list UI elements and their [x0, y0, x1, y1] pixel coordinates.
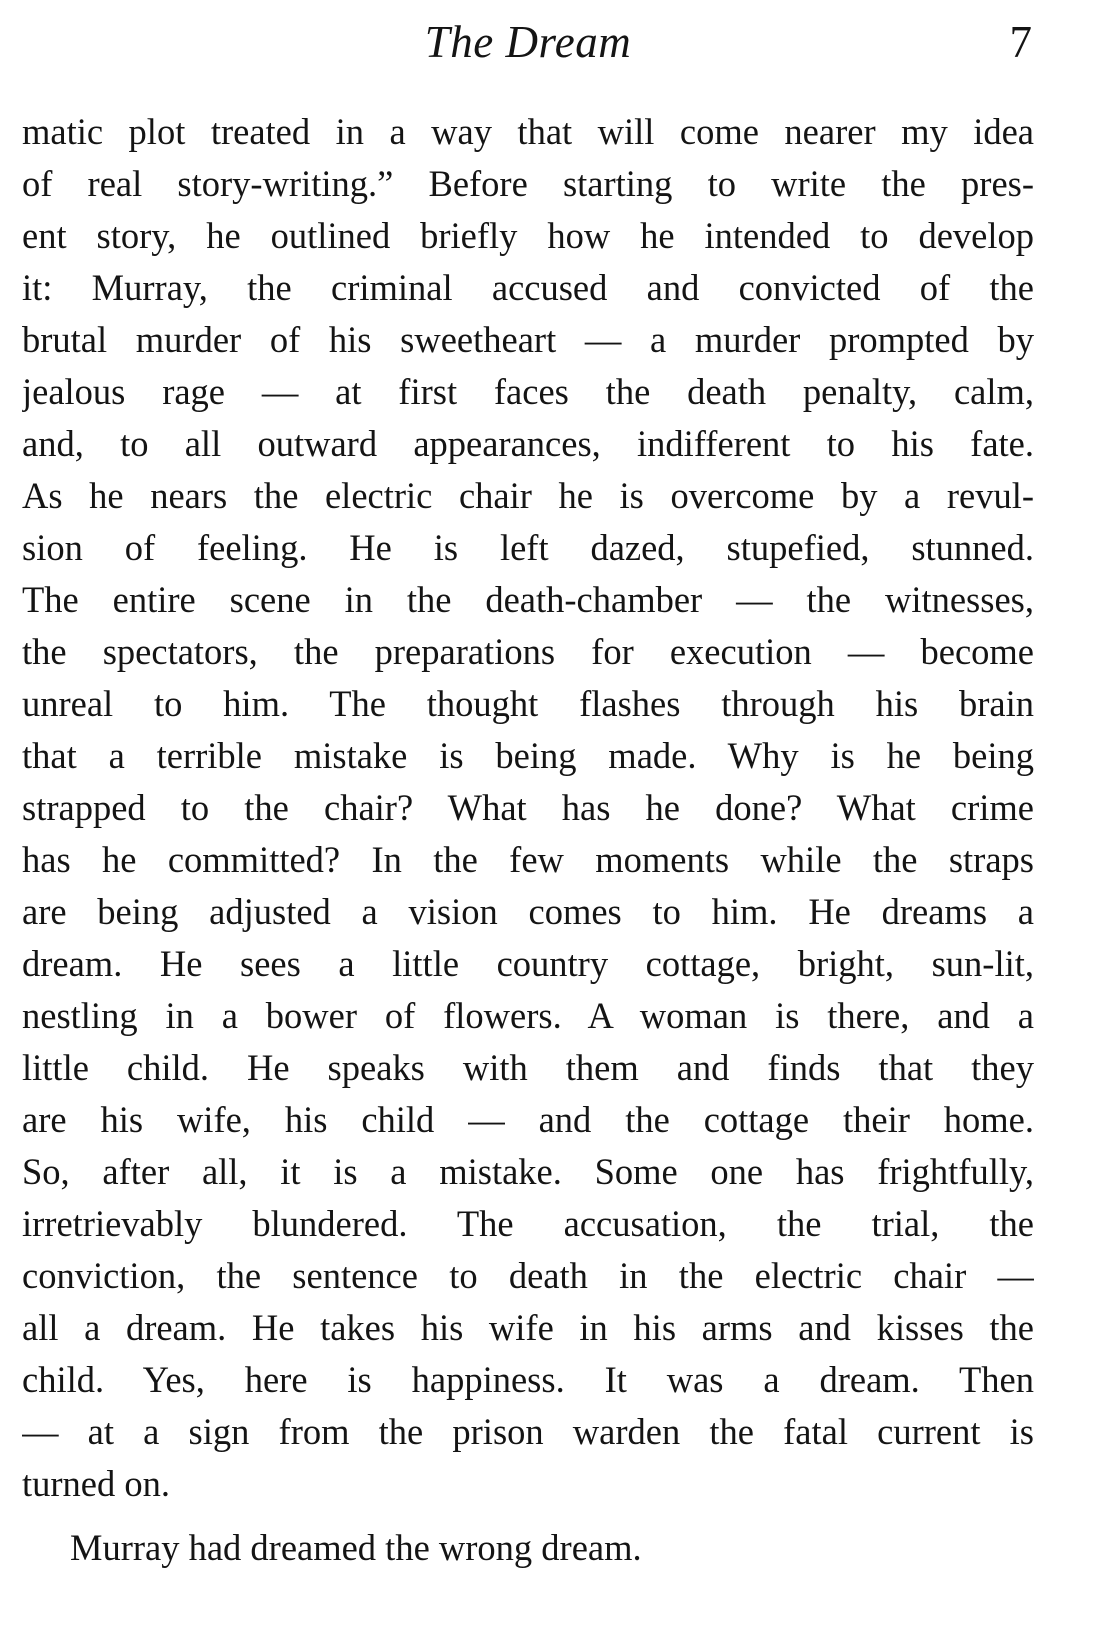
text-line: As he nears the electric chair he is overcome by a revul- — [22, 475, 1034, 516]
text-line: are his wife, his child — and the cottage their home. — [22, 1099, 1034, 1140]
text-line: turned on. — [22, 1463, 170, 1504]
body-text — [22, 106, 1034, 1574]
book-page — [22, 14, 1034, 1624]
text-line: child. Yes, here is happiness. It was a dream. Then — [22, 1359, 1034, 1400]
text-line: nestling in a bower of flowers. A woman is there, and a — [22, 995, 1034, 1036]
text-line: So, after all, it is a mistake. Some one has frightfully, — [22, 1151, 1034, 1192]
text-line: irretrievably blundered. The accusation, the trial, the — [22, 1203, 1034, 1244]
text-line: unreal to him. The thought flashes through his brain — [22, 683, 1034, 724]
text-line: Murray had dreamed the wrong dream. — [70, 1527, 642, 1568]
text-line: ent story, he outlined briefly how he intended to develop — [22, 215, 1034, 256]
text-line: and, to all outward appearances, indifferent to his fate. — [22, 423, 1034, 464]
text-line: little child. He speaks with them and finds that they — [22, 1047, 1034, 1088]
text-line: — at a sign from the prison warden the fatal current is — [22, 1411, 1034, 1452]
text-line: dream. He sees a little country cottage, bright, sun-lit, — [22, 943, 1034, 984]
text-line: of real story-writing.” Before starting to write the pres- — [22, 163, 1034, 204]
paragraph — [22, 106, 1034, 1510]
page-number: 7 — [1009, 17, 1032, 67]
running-title: The Dream — [424, 17, 632, 67]
text-line: jealous rage — at first faces the death penalty, calm, — [22, 371, 1034, 412]
text-line: that a terrible mistake is being made. Why is he being — [22, 735, 1034, 776]
text-line: conviction, the sentence to death in the electric chair — — [22, 1255, 1034, 1296]
text-line: all a dream. He takes his wife in his arms and kisses the — [22, 1307, 1034, 1348]
text-line: strapped to the chair? What has he done? What crime — [22, 787, 1034, 828]
text-line: sion of feeling. He is left dazed, stupefied, stunned. — [22, 527, 1034, 568]
text-line: matic plot treated in a way that will come nearer my idea — [22, 111, 1034, 152]
paragraph — [22, 1522, 1034, 1574]
text-line: the spectators, the preparations for execution — become — [22, 631, 1034, 672]
text-line: it: Murray, the criminal accused and convicted of the — [22, 267, 1034, 308]
text-line: has he committed? In the few moments while the straps — [22, 839, 1034, 880]
text-line: brutal murder of his sweetheart — a murder prompted by — [22, 319, 1034, 360]
running-head — [22, 14, 1034, 80]
text-line: are being adjusted a vision comes to him. He dreams a — [22, 891, 1034, 932]
text-line: The entire scene in the death-chamber — the witnesses, — [22, 579, 1034, 620]
paragraph-gap — [22, 1510, 1034, 1522]
